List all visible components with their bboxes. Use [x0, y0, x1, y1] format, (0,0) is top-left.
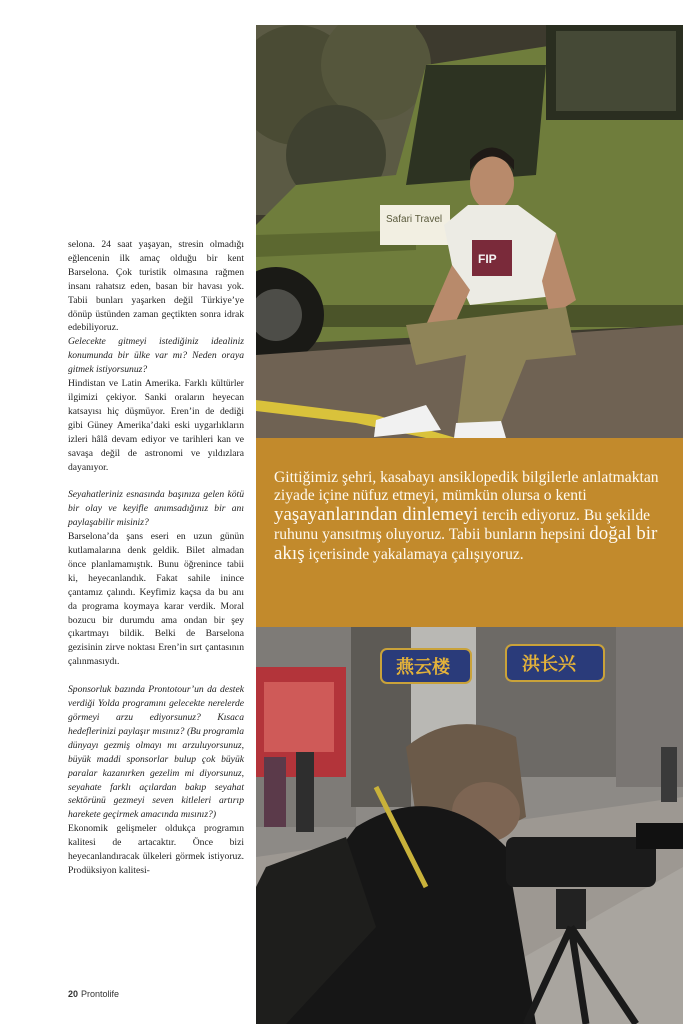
chinese-sign-right — [506, 645, 604, 681]
pull-quote-emphasis-1: yaşayanlarından dinlemeyi — [274, 503, 479, 525]
pull-quote-text-3: içerisinde yakalamaya çalışıyoruz. — [304, 545, 524, 563]
pull-quote-emphasis-2: doğal bir akış — [274, 523, 658, 564]
article-paragraph: Ekonomik gelişmeler oldukça programın kalitesi de artacaktır. Önce bizi heyecanlandıracak ülkeleri görmek istiyoruz. Prodüksiyon kalitesi- — [68, 823, 244, 876]
article-paragraph: Barselona’da şans eseri en uzun günün kutlamalarına denk geldik. Bilet almadan önce planlamamıştık. Bunu öğrenince tabii ki, heyecanlandık. Fakat sahile inince çantamız çalındı. Keyfimiz kaçsa da bu anı da programa koymaya karar verdik. Moral bozucu bir durumdu ama ondan bir şey çıkartmayı bildik. Belki de Barselona gezisinin zirve noktası Eren’in sırt çantasının çalınmasıydı. — [68, 531, 244, 668]
svg-text:洪长兴: 洪长兴 — [522, 654, 576, 675]
photo-cameraman-street — [256, 627, 683, 1024]
article-paragraph: Hindistan ve Latin Amerika. Farklı kültürler ilgimizi çekiyor. Sanki oraların heyecan katsayısı hiç düşmüyor. Eren’in de dediği gibi Güney Amerika’daki eski uygarlıkların izleri hâlâ devam ediyor ve tarihleri kan ve savaşa değil de astronomi ve yıldızlara dayanıyor. — [68, 378, 244, 473]
article-column — [68, 238, 244, 878]
interview-question: Seyahatleriniz esnasında başınıza gelen kötü bir olay ve keyifle anımsadığınız bir anı paylaşabilir misiniz? — [68, 489, 244, 529]
page-number: 20 — [68, 989, 79, 999]
svg-text:燕云楼: 燕云楼 — [396, 657, 450, 678]
interview-question: Sponsorluk bazında Prontotour’un da destek verdiği Yolda programını gelecekte nerelerde görmeyi arzu ediyorsunuz? Kısaca hedeflerinizi paylaşır mısınız? (Bu programla dünyayı gezmiş olmayı mı arzuluyorsunuz, büyük maddi sponsorlar bulup çok büyük paralar kazanırken gezelim mi diyorsunuz, seyahate farklı açılardan bakıp seyahat sektörünü gezmeyi seven kitleleri artırıp harekete geçirmek amacında mısınız?) — [68, 684, 244, 821]
chinese-sign-left — [381, 649, 471, 683]
pull-quote — [256, 438, 683, 627]
interview-question: Gelecekte gitmeyi istediğiniz idealiniz konumunda bir ülke var mı? Neden oraya gitmek istiyorsunuz? — [68, 336, 244, 376]
svg-text:FIP: FIP — [478, 252, 497, 266]
pull-quote-text-2: tercih ediyoruz. Bu şekilde ruhunu yansıtmış oluyoruz. Tabii bunların hepsini — [274, 506, 651, 544]
article-paragraph: selona. 24 saat yaşayan, stresin olmadığı eğlencenin ilk amaç olduğu bir kent Barselona. Çok turistik olmasına rağmen insanı rahatsız eden, basan bir havası yok. Tabii bunları yaşarken değil Türkiye’ye dönüp üstünden zaman geçtikten sonra idrak edebiliyoruz. — [68, 239, 244, 334]
svg-text:Safari Travel: Safari Travel — [386, 214, 443, 225]
pull-quote-text-1: Gittiğimiz şehri, kasabayı ansiklopedik bilgilerle anlatmaktan ziyade içine nüfuz etmeyi, mümkün olursa o kenti — [274, 469, 659, 505]
magazine-name: Prontolife — [81, 989, 120, 999]
page-folio — [68, 989, 119, 999]
photo-man-on-truck — [256, 25, 683, 438]
safari-travel-badge — [380, 205, 450, 245]
